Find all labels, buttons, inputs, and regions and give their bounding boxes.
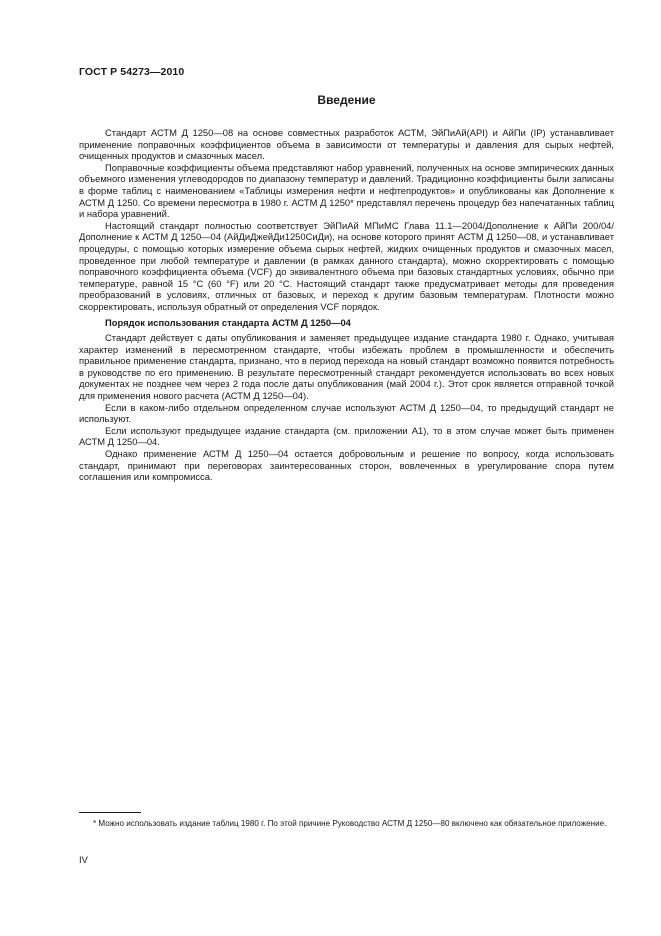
paragraph: Однако применение АСТМ Д 1250—04 остается добровольным и решение по вопросу, когда использовать стандарт, принимают при переговорах заинтересованных сторон, вовлеченных в урегулирование спора путем соглашения или компромисса. xyxy=(79,448,614,483)
paragraph: Если используют предыдущее издание стандарта (см. приложении А1), то в этом случае может быть применен АСТМ Д 1250—04. xyxy=(79,424,614,448)
page-number: IV xyxy=(79,854,88,865)
standard-header: ГОСТ Р 54273—2010 xyxy=(79,66,185,78)
paragraph: Поправочные коэффициенты объема представляют набор уравнений, полученных на основе эмпирических данных объемного изменения углеводородов по диапазону температур и давлений. Традиционно коэффициенты были записаны в форме таблиц с наименованием «Таблицы измерения нефти и нефтепродуктов» и опубликованы как Дополнение к АСТМ Д 1250. Со времени пересмотра в 1980 г. АСТМ Д 1250* представлял перечень процедур без напечатанных таблиц и набора уравнений. xyxy=(79,161,614,220)
footnote-text: * Можно использовать издание таблиц 1980 г. По этой причине Руководство АСТМ Д 1250—80 включено как обязательное приложение. xyxy=(93,819,607,828)
document-body xyxy=(79,127,614,483)
subheading: Порядок использования стандарта АСТМ Д 1250—04 xyxy=(105,316,351,328)
paragraph: Стандарт АСТМ Д 1250—08 на основе совместных разработок АСТМ, ЭйПиАй(API) и АйПи (IP) устанавливает применение поправочных коэффициентов объема в зависимости от температуры и давления для сырых нефтей, очищенных продуктов и смазочных масел. xyxy=(79,127,614,162)
section-title: Введение xyxy=(317,93,376,107)
paragraph: Стандарт действует с даты опубликования и заменяет предыдущее издание стандарта 1980 г. Однако, учитывая характер изменений в пересмотренном стандарте, чтобы избежать проблем в промышленности и обеспечить правильное применение стандарта, признано, что в период перехода на новый стандарт возможно появится потребность в руководстве по его применению. В результате пересмотренный стандарт рекомендуется использовать во всех новых документах не позднее чем через 2 года после даты опубликования (май 2004 г.). Этот срок является отправной точкой для применения нового расчета (АСТМ Д 1250—04). xyxy=(79,332,614,402)
footnote xyxy=(79,818,614,831)
paragraph: Если в каком-либо отдельном определенном случае используют АСТМ Д 1250—04, то предыдущий стандарт не используют. xyxy=(79,401,614,425)
paragraph: Настоящий стандарт полностью соответствует ЭйПиАй МПиМС Глава 11.1—2004/Дополнение к АйПи 200/04/Дополнение к АСТМ Д 1250—04 (АйДиДжейДи1250СиДи), на основе которого принят АСТМ Д 1250—08, и устанавливает процедуры, с помощью которых измерение объема сырых нефтей, жидких очищенных продуктов и смазочных масел, проведенное при любой температуре и давлении (в рамках данного стандарта), можно скорректировать с помощью поправочного коэффициента объема (VCF) до эквивалентного объема при базовых стандартных условиях, обычно при температуре, равной 15 °C (60 °F) или 20 °C. Настоящий стандарт также предусматривает методы для проведения преобразований в условиях, отличных от базовых, и переход к другим базовым температурам. Плотности можно скорректировать, используя обратный от определения VCF порядок. xyxy=(79,219,614,312)
footnote-divider xyxy=(79,812,141,813)
